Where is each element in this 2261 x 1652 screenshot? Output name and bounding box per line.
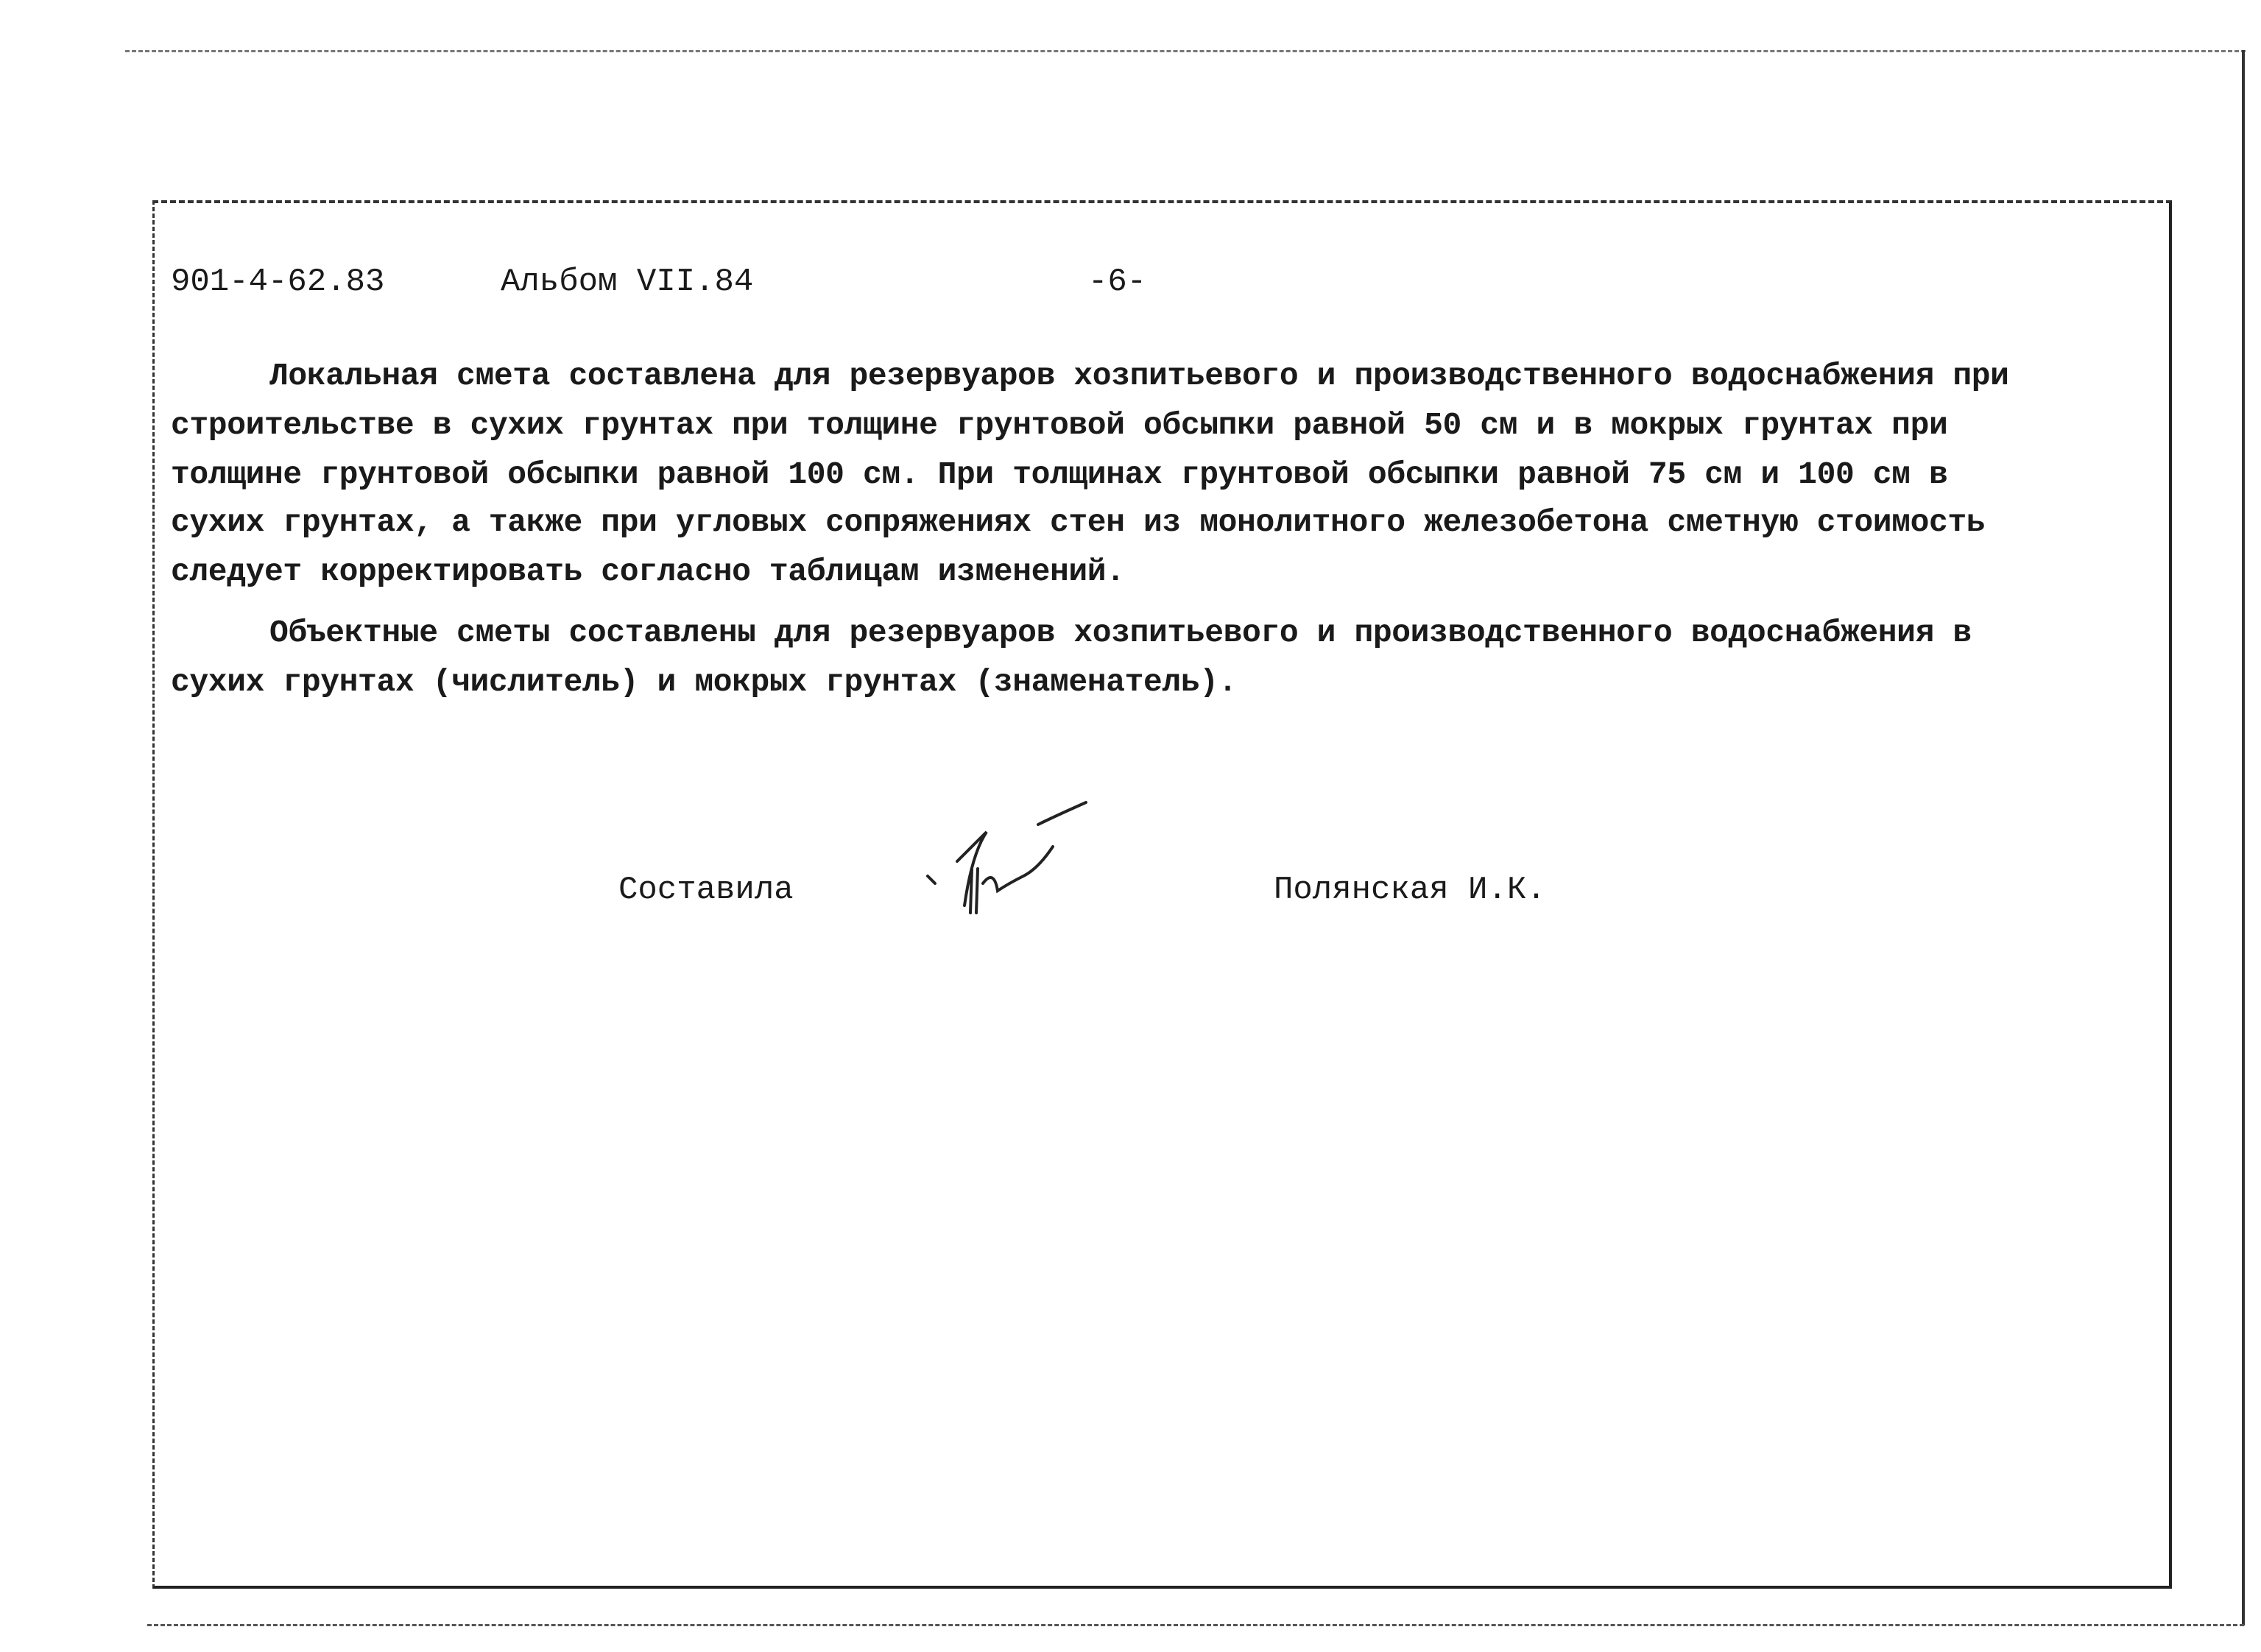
paragraph-2-line: Объектные сметы составлены для резервуаров хозпитьевого и производственного водоснабжения в — [269, 615, 1972, 651]
paragraph-1-line: строительстве в сухих грунтах при толщине грунтовой обсыпки равной 50 см и в мокрых грунтах при — [171, 407, 1948, 443]
paragraph-1-line: следует корректировать согласно таблицам изменений. — [171, 554, 1125, 590]
paragraph-1-line: сухих грунтах, а также при угловых сопряжениях стен из монолитного железобетона сметную стоимость — [171, 504, 1986, 540]
signatory-name: Полянская И.К. — [1274, 872, 1546, 908]
outer-border-right — [2242, 50, 2245, 1625]
paragraph-1-line: Локальная смета составлена для резервуаров хозпитьевого и производственного водоснабжения при — [269, 358, 2009, 394]
paragraph-1-line: толщине грунтовой обсыпки равной 100 см. При толщинах грунтовой обсыпки равной 75 см и 100 см в — [171, 456, 1948, 493]
album-number: Альбом VII.84 — [501, 264, 754, 300]
paragraph-2-line: сухих грунтах (числитель) и мокрых грунтах (знаменатель). — [171, 664, 1238, 700]
outer-border-top — [125, 50, 2246, 52]
document-code: 901-4-62.83 — [171, 264, 385, 300]
outer-border-bottom — [147, 1624, 2244, 1626]
page-number: -6- — [1088, 264, 1147, 300]
signature-label: Составила — [618, 872, 794, 908]
handwritten-signature — [913, 773, 1090, 920]
